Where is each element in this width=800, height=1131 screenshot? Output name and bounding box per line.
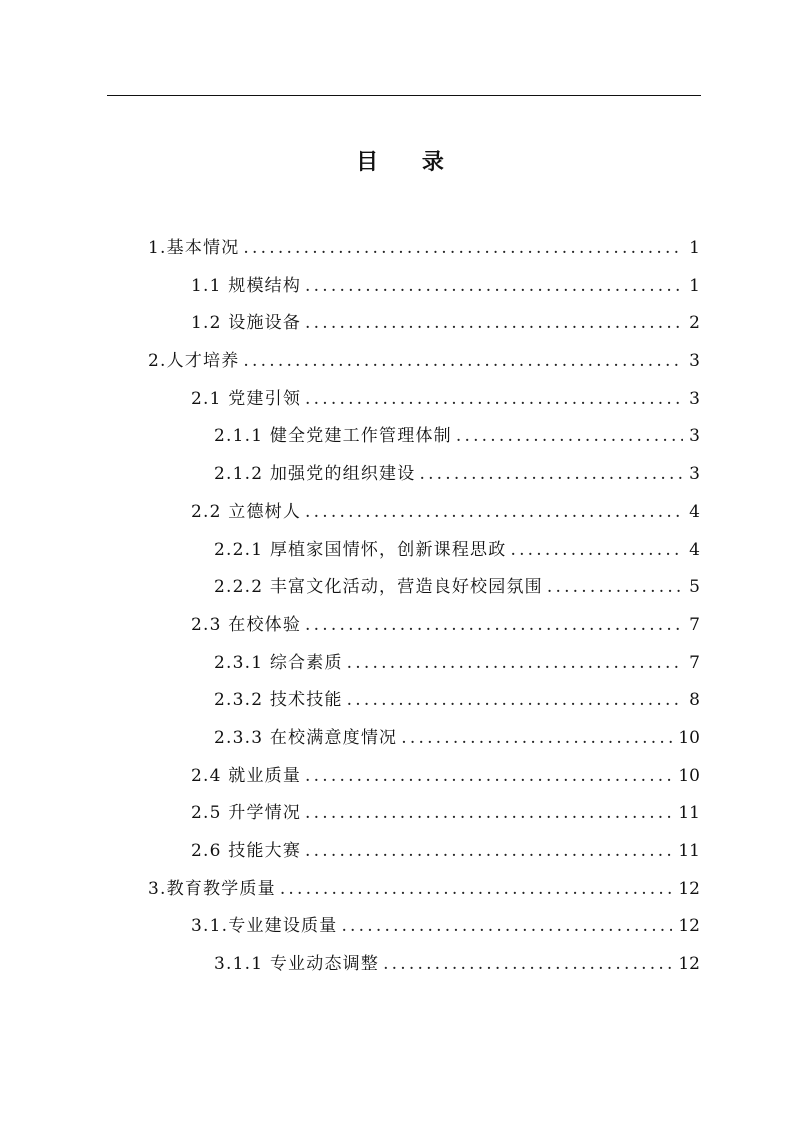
toc-entry-page-number: 12 <box>678 916 700 937</box>
header-rule <box>107 95 701 96</box>
toc-dot-leader <box>243 343 683 381</box>
toc-entry-label: 2.2.1 厚植家国情怀，创新课程思政 <box>214 539 507 560</box>
toc-dot-leader <box>305 758 672 796</box>
toc-entry-label: 2.5 升学情况 <box>191 803 302 824</box>
toc-entry-label: 2.3.1 综合素质 <box>214 652 343 673</box>
toc-entry-page-number: 1 <box>689 238 700 258</box>
toc-entry-page-number: 8 <box>689 690 700 711</box>
toc-dot-leader <box>305 494 683 532</box>
toc-dot-leader <box>547 569 683 607</box>
toc-entry-label: 2.人才培养 <box>148 351 240 372</box>
toc-entry[interactable] <box>148 833 700 871</box>
toc-dot-leader <box>401 720 672 758</box>
toc-dot-leader <box>341 908 672 946</box>
toc-entry[interactable] <box>148 946 700 984</box>
toc-entry-label: 3.1.1 专业动态调整 <box>214 954 380 975</box>
toc-entry-label: 3.1.专业建设质量 <box>191 916 338 937</box>
toc-entry[interactable] <box>148 381 700 419</box>
toc-entry-label: 2.6 技能大赛 <box>191 841 302 861</box>
toc-entry-page-number: 11 <box>678 803 700 824</box>
toc-title: 目 录 <box>356 149 462 175</box>
toc-entry-page-number: 3 <box>689 388 700 409</box>
toc-entry-page-number: 12 <box>678 878 700 899</box>
toc-entry-page-number: 7 <box>689 614 700 635</box>
toc-entry-label: 2.2 立德树人 <box>191 501 302 522</box>
toc-entry-label: 2.3 在校体验 <box>191 614 302 635</box>
toc-entry[interactable] <box>148 305 700 343</box>
toc-entry[interactable] <box>148 607 700 645</box>
toc-entry-page-number: 1 <box>689 275 700 296</box>
toc-entry[interactable] <box>148 230 700 268</box>
toc-entry-label: 2.4 就业质量 <box>191 765 302 786</box>
toc-entry[interactable] <box>148 268 700 306</box>
toc-entry-page-number: 4 <box>689 501 700 522</box>
toc-entry[interactable] <box>148 418 700 456</box>
toc-entry[interactable] <box>148 645 700 683</box>
toc-entry[interactable] <box>148 908 700 946</box>
table-of-contents <box>148 230 700 984</box>
toc-entry[interactable] <box>148 758 700 796</box>
toc-entry-label: 1.1 规模结构 <box>191 275 302 296</box>
toc-entry-page-number: 10 <box>678 765 700 786</box>
toc-entry-page-number: 3 <box>689 426 700 447</box>
toc-entry-label: 1.2 设施设备 <box>191 313 302 334</box>
toc-dot-leader <box>419 456 683 494</box>
toc-dot-leader <box>305 305 683 343</box>
toc-entry-page-number: 3 <box>689 351 700 372</box>
toc-dot-leader <box>305 607 683 645</box>
toc-entry-label: 2.1.1 健全党建工作管理体制 <box>214 426 452 447</box>
toc-dot-leader <box>305 795 672 833</box>
toc-entry-page-number: 12 <box>678 954 700 975</box>
toc-dot-leader <box>243 230 683 268</box>
toc-entry-label: 2.3.3 在校满意度情况 <box>214 727 398 748</box>
toc-dot-leader <box>347 645 684 683</box>
toc-entry[interactable] <box>148 795 700 833</box>
toc-entry[interactable] <box>148 682 700 720</box>
toc-dot-leader <box>383 946 672 984</box>
toc-entry-page-number: 10 <box>678 727 700 748</box>
toc-dot-leader <box>280 871 673 909</box>
toc-entry-label: 3.教育教学质量 <box>148 878 276 899</box>
toc-dot-leader <box>347 682 684 720</box>
toc-entry-page-number: 11 <box>678 841 700 861</box>
toc-entry[interactable] <box>148 871 700 909</box>
toc-entry-page-number: 4 <box>689 539 700 560</box>
toc-entry-label: 2.3.2 技术技能 <box>214 690 343 711</box>
toc-dot-leader <box>305 381 683 419</box>
toc-entry[interactable] <box>148 720 700 758</box>
toc-entry-label: 2.2.2 丰富文化活动，营造良好校园氛围 <box>214 577 543 598</box>
toc-dot-leader <box>510 532 683 570</box>
toc-dot-leader <box>305 833 672 871</box>
toc-entry-label: 1.基本情况 <box>148 238 240 258</box>
toc-entry-label: 2.1.2 加强党的组织建设 <box>214 464 416 485</box>
toc-entry[interactable] <box>148 569 700 607</box>
toc-entry[interactable] <box>148 343 700 381</box>
toc-dot-leader <box>456 418 683 456</box>
toc-entry-page-number: 5 <box>689 577 700 598</box>
toc-entry[interactable] <box>148 494 700 532</box>
toc-dot-leader <box>305 268 683 306</box>
toc-entry-label: 2.1 党建引领 <box>191 388 302 409</box>
toc-entry-page-number: 3 <box>689 464 700 485</box>
toc-entry[interactable] <box>148 456 700 494</box>
toc-entry[interactable] <box>148 532 700 570</box>
toc-entry-page-number: 2 <box>689 313 700 334</box>
toc-entry-page-number: 7 <box>689 652 700 673</box>
